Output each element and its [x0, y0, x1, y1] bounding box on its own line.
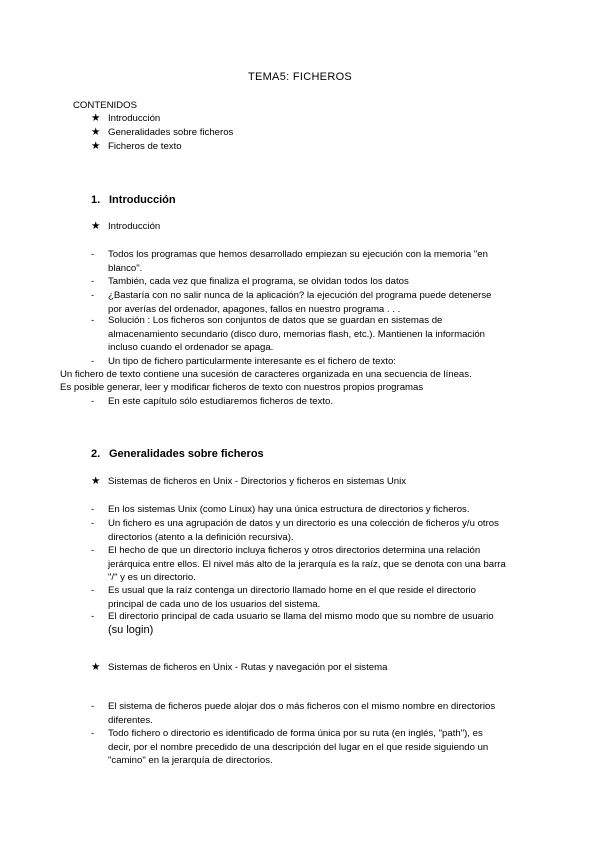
paragraph-line: Un fichero de texto contiene una sucesión de caracteres organizada en una secuencia de líneas.	[60, 369, 472, 380]
contents-heading: CONTENIDOS	[73, 100, 137, 111]
list-item: También, cada vez que finaliza el programa, se olvidan todos los datos	[108, 276, 409, 287]
star-bullet-icon: ★	[91, 140, 101, 152]
section-heading	[91, 447, 264, 461]
dash-bullet-icon: -	[91, 249, 95, 260]
dash-bullet-icon: -	[91, 276, 95, 287]
dash-bullet-icon: -	[91, 356, 95, 367]
star-bullet-icon: ★	[91, 126, 101, 138]
dash-bullet-icon: -	[91, 315, 95, 326]
section-number: 2.	[91, 448, 101, 460]
section-heading	[91, 193, 176, 207]
subsection-title: Sistemas de ficheros en Unix - Rutas y navegación por el sistema	[108, 662, 388, 673]
contents-item: Ficheros de texto	[108, 141, 182, 152]
dash-bullet-icon: -	[91, 701, 95, 712]
list-item: El hecho de que un directorio incluya ficheros y otros directorios determina una relación jerárquica entre ellos. El nivel más alto de la jerarquía es la raíz, que se denota con una barra "/" y es un directorio.	[108, 545, 506, 584]
section-number: 1.	[91, 194, 101, 206]
list-item: Un tipo de fichero particularmente interesante es el fichero de texto:	[108, 356, 396, 367]
list-item: Todo fichero o directorio es identificado de forma única por su ruta (en inglés, "path"), es decir, por el nombre precedido de una descripción del lugar en el que reside siguiendo un "camino" en la jerarquía de directorios.	[108, 728, 489, 767]
star-bullet-icon: ★	[91, 112, 101, 124]
paragraph-line: Es posible generar, leer y modificar ficheros de texto con nuestros propios programas	[60, 382, 424, 393]
list-item: Un fichero es una agrupación de datos y un directorio es una colección de ficheros y/u otros directorios (atento a la definición recursiva).	[108, 518, 499, 543]
dash-bullet-icon: -	[91, 518, 95, 529]
dash-bullet-icon: -	[91, 728, 95, 739]
login-note: (su login)	[108, 623, 154, 636]
list-item: ¿Bastaría con no salir nunca de la aplicación? la ejecución del programa puede detenerse por averías del ordenador, apagones, fallos en nuestro programa . . .	[108, 290, 492, 315]
document-title: TEMA5: FICHEROS	[247, 71, 353, 83]
subsection-title: Introducción	[108, 221, 161, 232]
star-bullet-icon: ★	[91, 661, 101, 673]
section-title: Introducción	[109, 194, 176, 206]
dash-bullet-icon: -	[91, 504, 95, 515]
list-item: En los sistemas Unix (como Linux) hay una única estructura de directorios y ficheros.	[108, 504, 470, 515]
subsection-title: Sistemas de ficheros en Unix - Directorios y ficheros en sistemas Unix	[108, 476, 407, 487]
list-item: Es usual que la raíz contenga un directorio llamado home en el que reside el directorio principal de cada uno de los usuarios del sistema.	[108, 585, 476, 610]
dash-bullet-icon: -	[91, 585, 95, 596]
star-bullet-icon: ★	[91, 220, 101, 232]
dash-bullet-icon: -	[91, 611, 95, 622]
dash-bullet-icon: -	[91, 290, 95, 301]
list-item: En este capítulo sólo estudiaremos ficheros de texto.	[108, 396, 334, 407]
list-item: Solución : Los ficheros son conjuntos de datos que se guardan en sistemas de almacenamiento secundario (disco duro, memorias flash, etc.). Mantienen la información incluso cuando el ordenador se apaga.	[108, 315, 485, 354]
list-item: El sistema de ficheros puede alojar dos o más ficheros con el mismo nombre en directorios diferentes.	[108, 701, 496, 726]
contents-item: Generalidades sobre ficheros	[108, 127, 234, 138]
list-item: Todos los programas que hemos desarrollado empiezan su ejecución con la memoria "en blanco".	[108, 249, 488, 274]
dash-bullet-icon: -	[91, 545, 95, 556]
section-title: Generalidades sobre ficheros	[109, 448, 264, 460]
dash-bullet-icon: -	[91, 396, 95, 407]
star-bullet-icon: ★	[91, 475, 101, 487]
list-item: El directorio principal de cada usuario se llama del mismo modo que su nombre de usuario (su login)	[108, 610, 528, 637]
contents-item: Introducción	[108, 113, 161, 124]
